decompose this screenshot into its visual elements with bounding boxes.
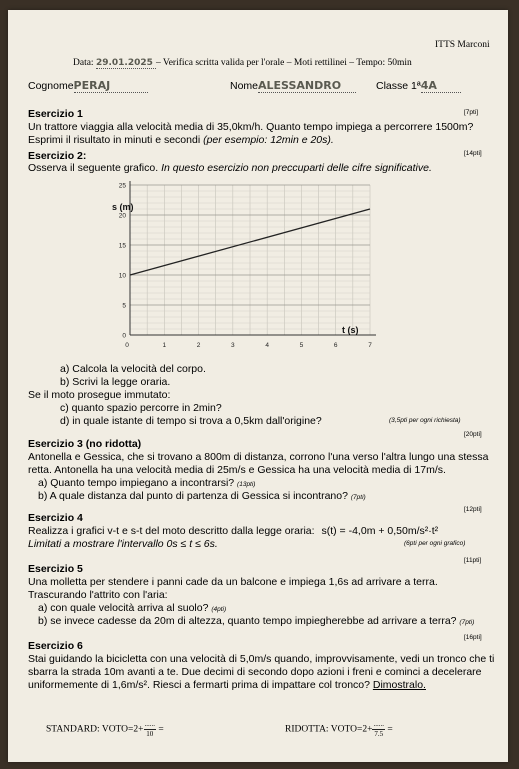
ex1-text-1: Un trattore viaggia alla velocità media di 35,0km/h. Quanto tempo impiega a percorrere 1500m? bbox=[28, 121, 474, 133]
nome-row bbox=[230, 79, 356, 93]
y-tick-label: 25 bbox=[118, 182, 126, 190]
ex2-note: (3,5pti per ogni richiesta) bbox=[389, 417, 461, 424]
ex5-title: Esercizio 5 bbox=[28, 563, 83, 575]
ex3-question-b-pts: (7pti) bbox=[350, 494, 366, 501]
ex1-text-2a: Esprimi il risultato in minuti e secondi bbox=[28, 134, 204, 146]
x-tick-label: 4 bbox=[265, 342, 269, 349]
y-tick-label: 10 bbox=[118, 272, 126, 280]
ex3-question-a-text: a) Quanto tempo impiegano a incontrarsi? bbox=[38, 477, 235, 489]
x-tick-label: 2 bbox=[196, 342, 201, 349]
exam-sheet bbox=[8, 10, 508, 762]
ex5-question-a-text: a) con quale velocità arriva al suolo? bbox=[38, 602, 209, 614]
x-tick-label: 0 bbox=[125, 342, 129, 349]
classe-value: 4A bbox=[421, 79, 461, 93]
ex4-text-1 bbox=[28, 525, 438, 537]
ex6-text-1: Stai guidando la bicicletta con una velocità di 5,0m/s quando, improvvisamente, vedi un tronco che ti bbox=[28, 653, 495, 665]
ex1-text-2 bbox=[28, 134, 334, 146]
nome-label: Nome bbox=[230, 80, 259, 92]
ex3-question-a-pts: (13pti) bbox=[237, 481, 256, 488]
ex5-text-1: Una molletta per stendere i panni cade da un balcone e impiega 1,6s ad arrivare a terra. bbox=[28, 576, 438, 588]
ex2-title: Esercizio 2: bbox=[28, 150, 87, 162]
x-axis-label: t (s) bbox=[342, 325, 359, 335]
ex4-text-1a: Realizza i grafici v-t e s-t del moto descritto dalla legge oraria: bbox=[28, 525, 315, 537]
ex6-title: Esercizio 6 bbox=[28, 640, 83, 652]
ex1-text-2b: (per esempio: 12min e 20s). bbox=[203, 134, 334, 146]
ex2-question-c: c) quanto spazio percorre in 2min? bbox=[60, 402, 222, 414]
ex5-question-b bbox=[38, 615, 474, 627]
ex3-title: Esercizio 3 (no ridotta) bbox=[28, 438, 142, 450]
ex6-text-3a: uniformemente di 1,6m/s². Riesci a fermarti prima di impattare col tronco? bbox=[28, 679, 373, 691]
ex2-question-b: b) Scrivi la legge oraria. bbox=[60, 376, 171, 388]
ridotta-eq: = bbox=[387, 724, 393, 735]
x-tick-label: 7 bbox=[368, 342, 372, 349]
date-value: 29.01.2025 bbox=[96, 58, 156, 69]
y-tick-label: 15 bbox=[118, 242, 126, 250]
x-tick-label: 1 bbox=[162, 342, 167, 349]
standard-voto bbox=[46, 720, 164, 739]
ex2-continuation: Se il moto prosegue immutato: bbox=[28, 389, 171, 401]
ex3-points: [20pti] bbox=[464, 431, 482, 438]
ex1-points: [7pti] bbox=[464, 109, 479, 116]
cognome-label: Cognome bbox=[28, 80, 74, 92]
ex6-text-2: sbarra la strada 10m avanti a te. Due decimi di secondo dopo azioni i freni e cominci a decelerare bbox=[28, 666, 482, 678]
ex2-question-a: a) Calcola la velocità del corpo. bbox=[60, 363, 206, 375]
y-tick-label: 5 bbox=[122, 302, 126, 310]
exam-title: – Verifica scritta valida per l'orale – Moti rettilinei – Tempo: 50min bbox=[155, 58, 412, 68]
y-tick-label: 0 bbox=[122, 332, 126, 340]
ex4-title: Esercizio 4 bbox=[28, 512, 83, 524]
x-tick-label: 5 bbox=[299, 342, 304, 349]
ex2-text-1b: In questo esercizio non preccuparti delle cifre significative. bbox=[161, 162, 432, 174]
ex3-question-b bbox=[38, 490, 366, 502]
x-tick-label: 6 bbox=[333, 342, 338, 349]
ex5-points: [11pti] bbox=[464, 557, 482, 564]
ex3-question-a bbox=[38, 477, 255, 489]
ridotta-voto-prefix: VOTO=2+ bbox=[330, 724, 373, 735]
ex4-note: (6pti per ogni grafico) bbox=[404, 540, 466, 547]
standard-fraction bbox=[144, 720, 157, 739]
classe-label: Classe 1ª bbox=[376, 80, 421, 92]
ex4-points: [12pti] bbox=[464, 506, 482, 513]
y-tick-label: 20 bbox=[118, 212, 126, 220]
ex5-question-b-text: b) se invece cadesse da 20m di altezza, quanto tempo impiegherebbe ad arrivare a terra? bbox=[38, 615, 457, 627]
date-label: Data: bbox=[73, 58, 94, 68]
ridotta-blank: ...... bbox=[373, 720, 384, 728]
ex4-text-2: Limitati a mostrare l'intervallo 0s ≤ t ≤ 6s. bbox=[28, 538, 218, 550]
ex3-question-b-text: b) A quale distanza dal punto di partenza di Gessica si incontrano? bbox=[38, 490, 348, 502]
ex5-question-a-pts: (4pti) bbox=[211, 606, 227, 613]
ex4-law: s(t) = -4,0m + 0,50m/s²·t² bbox=[321, 525, 439, 537]
cognome-value: PERAJ bbox=[74, 79, 148, 93]
standard-eq: = bbox=[158, 724, 164, 735]
ex1-title: Esercizio 1 bbox=[28, 108, 83, 120]
standard-den: 10 bbox=[146, 730, 154, 738]
ridotta-voto bbox=[285, 720, 393, 739]
x-tick-label: 3 bbox=[231, 342, 235, 349]
cognome-row bbox=[28, 79, 148, 93]
position-time-chart bbox=[112, 173, 402, 358]
ex6-text-3b: Dimostralo. bbox=[372, 679, 426, 691]
ex6-text-3 bbox=[28, 679, 426, 691]
ex3-text-1: Antonella e Gessica, che si trovano a 800m di distanza, corrono l'una verso l'altra lungo una stessa bbox=[28, 451, 489, 463]
standard-voto-prefix: VOTO=2+ bbox=[101, 724, 144, 735]
school-name: ITTS Marconi bbox=[435, 40, 490, 50]
chart-grid bbox=[130, 185, 370, 335]
ex6-points: [16pti] bbox=[464, 634, 482, 641]
classe-row bbox=[376, 79, 461, 93]
ex2-text-1a: Osserva il seguente grafico. bbox=[28, 162, 162, 174]
ex2-points: [14pti] bbox=[464, 150, 482, 157]
ex2-question-d: d) in quale istante di tempo si trova a 0,5km dall'origine? bbox=[60, 415, 322, 427]
y-axis-label: s (m) bbox=[112, 202, 134, 212]
ridotta-den: 7.5 bbox=[374, 730, 384, 738]
exam-header-line bbox=[73, 58, 412, 69]
ex5-question-a bbox=[38, 602, 226, 614]
chart-marks bbox=[112, 181, 376, 349]
ridotta-fraction bbox=[372, 720, 385, 739]
ridotta-label: RIDOTTA: bbox=[285, 724, 329, 735]
ex5-question-b-pts: (7pti) bbox=[459, 619, 475, 626]
ex5-text-2: Trascurando l'attrito con l'aria: bbox=[28, 589, 168, 601]
standard-blank: ...... bbox=[144, 720, 156, 728]
ex3-text-2: retta. Antonella ha una velocità media di 25m/s e Gessica ha una velocità media di 17m/s. bbox=[28, 464, 446, 476]
nome-value: ALESSANDRO bbox=[258, 79, 356, 93]
standard-label: STANDARD: bbox=[46, 724, 100, 735]
